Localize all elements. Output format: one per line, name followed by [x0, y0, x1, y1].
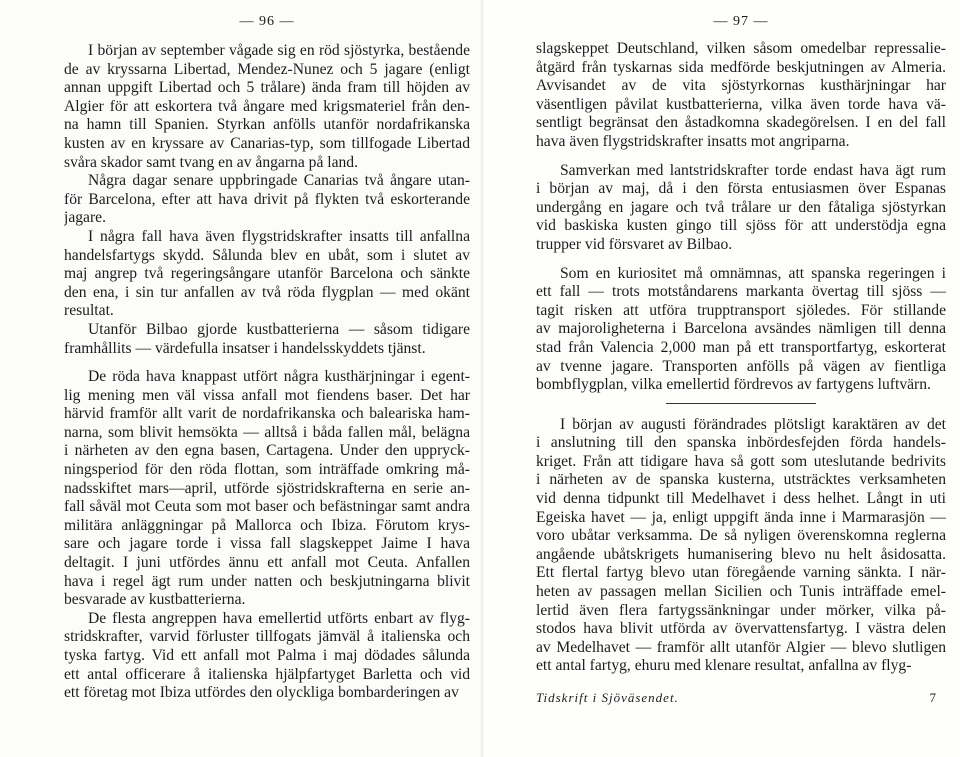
- paragraph: [64, 368, 470, 610]
- text-line: voro ubåtar verksamma. De så nyligen överenskomna reglerna: [536, 527, 946, 545]
- text-line: Utanför Bilbao gjorde kustbatterierna — såsom tidigare: [88, 320, 470, 338]
- text-line: bombflygplan, vilka emellertid fördrevos av fartygens luftvärn.: [536, 376, 931, 394]
- right-page-body: [536, 40, 946, 676]
- text-line: heten av passagen mellan Sicilien och Tunis inträffade emel-: [536, 583, 946, 601]
- text-line: Samverkan med lantstridskrafter torde endast hava ägt rum: [560, 161, 946, 179]
- text-line: Som en kuriositet må omnämnas, att spanska regeringen i: [560, 264, 946, 282]
- text-line: De röda hava knappast utfört några kusthärjningar i egent-: [88, 368, 470, 386]
- text-line: stridskrafter, varvid förluster tillfogats jämväl å italienska och: [64, 628, 470, 646]
- text-line: I början av september vågade sig en röd sjöstyrka, bestående: [88, 42, 470, 59]
- footer-signature: 7: [929, 690, 936, 705]
- text-line: framhållits — värdefulla insatser i handelsskyddets tjänst.: [64, 339, 426, 357]
- text-line: hava i regel ägt rum under natten och beskjutningarna blivit: [64, 572, 470, 590]
- right-page: [484, 0, 960, 757]
- text-line: angående ubåtskrigets humanisering blevo nu helt åsidosatta.: [536, 545, 946, 563]
- text-line: nadsskiftet mars—april, utförde sjöstridskrafterna en serie an-: [64, 479, 470, 497]
- text-line: besvarade av kustbatterierna.: [64, 591, 246, 609]
- text-line: i närheten av den egna basen, Cartagena. Under den uppryck-: [64, 442, 470, 460]
- text-line: stodos hava blivit utförda av övervattensfartyg. I västra delen: [536, 620, 946, 638]
- text-line: lertid även flera fartygssänkningar under mörker, vilka på-: [536, 601, 946, 619]
- text-line: väsentligen påvilat kustbatterierna, vilka även torde hava vä-: [536, 95, 946, 113]
- paragraph: [536, 416, 946, 676]
- text-line: vid baskiska kusten gingo till sjöss för att understödja egna: [536, 217, 946, 235]
- text-line: Algier för att eskortera två ångare med krigsmateriel från den-: [64, 97, 470, 115]
- text-line: tagit risken att utföra trupptransport sjöledes. För stillande: [536, 301, 946, 319]
- paragraph: [64, 42, 470, 172]
- text-line: för Barcelona, efter att hava drivit på flykten två eskorterande: [64, 190, 470, 208]
- text-line: i närheten av de spanska kusterna, utsträcktes verksamheten: [536, 471, 946, 489]
- paragraph: [64, 172, 470, 228]
- text-line: ett fall — trots motståndarens markanta övertag till sjöss —: [536, 283, 946, 301]
- text-line: I några fall hava även flygstridskrafter insatts till anfallna: [88, 227, 470, 245]
- text-line: na hamn till Spanien. Styrkan anfölls utanför nordafrikanska: [64, 116, 470, 134]
- text-line: i början av maj, då i den första entusiasmen över Espanas: [536, 180, 946, 198]
- text-line: av majoroligheterna i Barcelona avsändes nämligen till denna: [536, 320, 946, 338]
- text-line: trupper vid försvaret av Bilbao.: [536, 235, 733, 253]
- text-line: härvid framför allt varit de nordafrikanska och baleariska ham-: [64, 405, 470, 423]
- text-line: De flesta angreppen hava emellertid utförts enbart av flyg-: [88, 609, 470, 627]
- text-line: ett antal officerare å italienska hjälpfartyget Barletta och vid: [64, 665, 470, 683]
- text-line: Avvisandet av de vita sjöstyrkornas kusthärjningar har: [536, 77, 946, 95]
- text-line: narna, som blivit hemsökta — alltså i båda fallen mål, belägna: [64, 423, 470, 441]
- paragraph: [536, 162, 946, 255]
- right-page-number: — 97 —: [713, 14, 769, 29]
- paragraph: [536, 265, 946, 395]
- text-line: Ett flertal fartyg blevo utan föregående varning sänkta. I när-: [536, 564, 946, 582]
- text-line: sare och jagare torde i vissa fall slagskeppet Jaime I hava: [64, 535, 470, 553]
- text-line: hava även flygstridskrafter insatts mot angriparna.: [536, 132, 850, 150]
- text-line: stad från Valencia 2,000 man på ett transportfartyg, eskorterat: [536, 338, 946, 356]
- text-line: av tvenne jagare. Transporten anfölls på vägen av fientliga: [536, 357, 946, 375]
- paragraph-gap: [536, 152, 946, 162]
- text-line: Några dagar senare uppbringade Canarias två ångare utan-: [88, 172, 470, 190]
- text-line: ett antal fartyg, ehuru med klenare resultat, anfallna av flyg-: [536, 657, 912, 675]
- text-line: kriget. Från att tidigare hava så gott som uteslutande bedrivits: [536, 452, 946, 470]
- footer-publication: Tidskrift i Sjöväsendet.: [536, 690, 679, 705]
- text-line: svåra skador samt tvang en av ångarna på land.: [64, 153, 359, 171]
- text-line: ningsperiod för den röda flottan, som inträffade omkring må-: [64, 461, 470, 479]
- text-line: deltagit. I juni utfördes ännu ett anfall mot Ceuta. Anfallen: [64, 554, 470, 572]
- text-line: jagare.: [64, 209, 106, 227]
- paragraph: [64, 228, 470, 321]
- text-line: lig mening men väl vissa anfall mot fiendens baser. Det har: [64, 386, 470, 404]
- page-footer: [536, 690, 946, 706]
- text-line: vid denna tidpunkt till Medelhavet i dess helhet. Långt in uti: [536, 490, 946, 508]
- text-line: Egeiska havet — ja, enligt uppgift ända inne i Marmarasjön —: [536, 508, 946, 526]
- text-line: ett företag mot Ibiza utfördes den olyckliga bombarderingen av: [64, 684, 459, 702]
- paragraph-gap: [536, 255, 946, 265]
- text-line: den ena, i sin tur anfallen av två röda flygplan — med okänt: [64, 283, 470, 301]
- text-line: slagskeppet Deutschland, vilken såsom omedelbar repressalie-: [536, 40, 946, 57]
- text-line: av Medelhavet — framför allt utanför Algier — blevo slutligen: [536, 638, 946, 656]
- left-page-body: [64, 42, 470, 703]
- text-line: kusten av en kryssare av Canarias-typ, som tillfogade Libertad: [64, 134, 470, 152]
- text-line: i anslutning till den spanska inbördesfejden förda handels-: [536, 434, 946, 452]
- text-line: resultat.: [64, 302, 114, 320]
- text-line: militära anläggningar på Mallorca och Ibiza. Förutom krys-: [64, 516, 470, 534]
- text-line: handelsfartygs skydd. Sålunda blev en ubåt, som i slutet av: [64, 246, 470, 264]
- text-line: fall såväl mot Ceuta som mot baser och befästningar samt andra: [64, 498, 470, 516]
- paragraph: [536, 40, 946, 152]
- text-line: undergång en jagare och två trålare ur den fåtaliga sjöstyrkan: [536, 198, 946, 216]
- paragraph-gap: [64, 358, 470, 368]
- section-divider: [666, 403, 816, 404]
- paragraph: [64, 321, 470, 358]
- text-line: de av kryssarna Libertad, Mendez-Nunez och 5 jagare (enligt: [64, 60, 470, 78]
- text-line: tyska fartyg. Vid ett anfall mot Palma i maj dödades sålunda: [64, 647, 470, 664]
- text-line: åtgärd från tyskarnas sida medförde beskjutningen av Almeria.: [536, 58, 946, 76]
- paragraph: [64, 610, 470, 703]
- text-line: sentligt begränsat den åstadkomna skadegörelsen. I en del fall: [536, 114, 946, 132]
- left-page-number: — 96 —: [239, 14, 295, 29]
- text-line: I början av augusti förändrades plötsligt karaktären av det: [560, 415, 946, 433]
- text-line: maj angrep två regeringsångare utanför Barcelona och sänkte: [64, 265, 470, 283]
- text-line: annan uppgift Libertad och 5 trålare) ända fram till höjden av: [64, 79, 470, 97]
